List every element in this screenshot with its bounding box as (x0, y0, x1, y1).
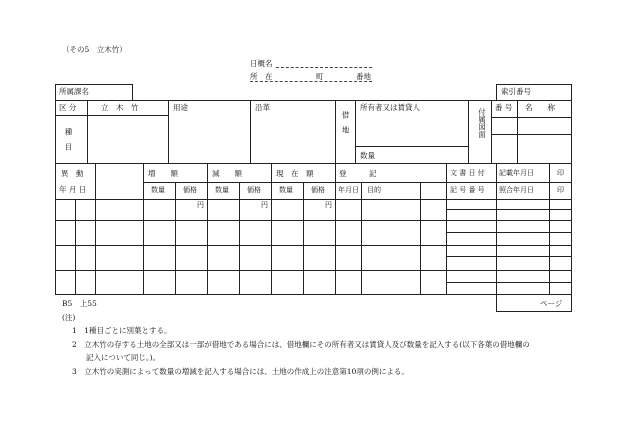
increase-qty-col: 数量 (151, 186, 165, 194)
location-label: 所 在 (250, 72, 273, 81)
current-qty-col: 数量 (279, 186, 293, 194)
decrease-price-col: 価格 (247, 186, 261, 194)
history-label: 沿革 (255, 103, 270, 112)
decrease-yen-unit: 円 (261, 201, 268, 209)
reg-purpose-col: 目的 (367, 186, 381, 194)
increase-label: 増 額 (148, 169, 178, 178)
doc-number-label: 記 号 番 号 (450, 186, 485, 194)
page-box-right (571, 294, 572, 311)
seal-label-1: 印 (557, 169, 564, 177)
registration-label: 登 記 (339, 169, 377, 178)
borrowed-label: 借 地 (341, 111, 350, 134)
location-line (250, 81, 372, 82)
note-item-2-cont: 記入について同じ。)。 (86, 353, 161, 362)
attached-number-label: 番 号 (495, 103, 513, 112)
page-box-left (496, 294, 497, 311)
type-label: 種 目 (64, 128, 73, 151)
form-title: （その5 立木竹） (62, 45, 127, 54)
town-label: 町 (316, 72, 324, 81)
current-label: 現 在 額 (276, 169, 314, 178)
page-box-bottom (496, 311, 572, 312)
jurisdiction-label: 所属課名 (59, 87, 89, 96)
change-date-label-2: 年 月 日 (59, 185, 87, 194)
note-item-3: 3 立木竹の実測によって数量の増減を記入する場合には、土地の作成上の注意第10項の例による。 (72, 367, 409, 376)
entry-date-label: 記載年月日 (499, 169, 534, 177)
category-label: 区 分 (59, 103, 77, 112)
category-value: 立 木 竹 (101, 103, 139, 112)
increase-price-col: 価格 (183, 186, 197, 194)
quantity-label: 数量 (360, 151, 375, 160)
attached-map-label: 付属図面 (477, 108, 487, 138)
lot-label: 番地 (356, 72, 371, 81)
increase-yen-unit: 円 (197, 201, 204, 209)
page-label: ページ (540, 299, 563, 308)
use-label: 用途 (173, 103, 188, 112)
decrease-label: 減 額 (212, 169, 242, 178)
current-yen-unit: 円 (325, 201, 332, 209)
decrease-qty-col: 数量 (215, 186, 229, 194)
index-number-label: 索引番号 (501, 87, 531, 96)
map-name-line (276, 67, 372, 68)
form-code: B5 上55 (62, 299, 97, 308)
attached-name-label: 名 称 (525, 103, 555, 112)
doc-date-label: 文 書 日 付 (450, 169, 485, 177)
seal-label-2: 印 (557, 186, 564, 194)
reg-date-col: 年月日 (338, 186, 359, 194)
ledger-table (55, 84, 572, 294)
owner-label: 所有者又は賃貸人 (360, 103, 420, 112)
note-item-2: 2 立木竹の存する土地の全部又は一部が借地である場合には、借地欄にその所有者又は賃貸人及び数量を記入する(以下各葉の借地欄の (72, 340, 530, 349)
current-price-col: 価格 (311, 186, 325, 194)
notes-heading: (注) (62, 313, 76, 322)
map-name-label: 日概名 (250, 59, 273, 68)
note-item-1: 1 1種目ごとに別葉とする。 (72, 326, 172, 335)
reference-date-label: 照合年月日 (499, 186, 534, 194)
change-date-label-1: 異 動 (61, 169, 84, 178)
